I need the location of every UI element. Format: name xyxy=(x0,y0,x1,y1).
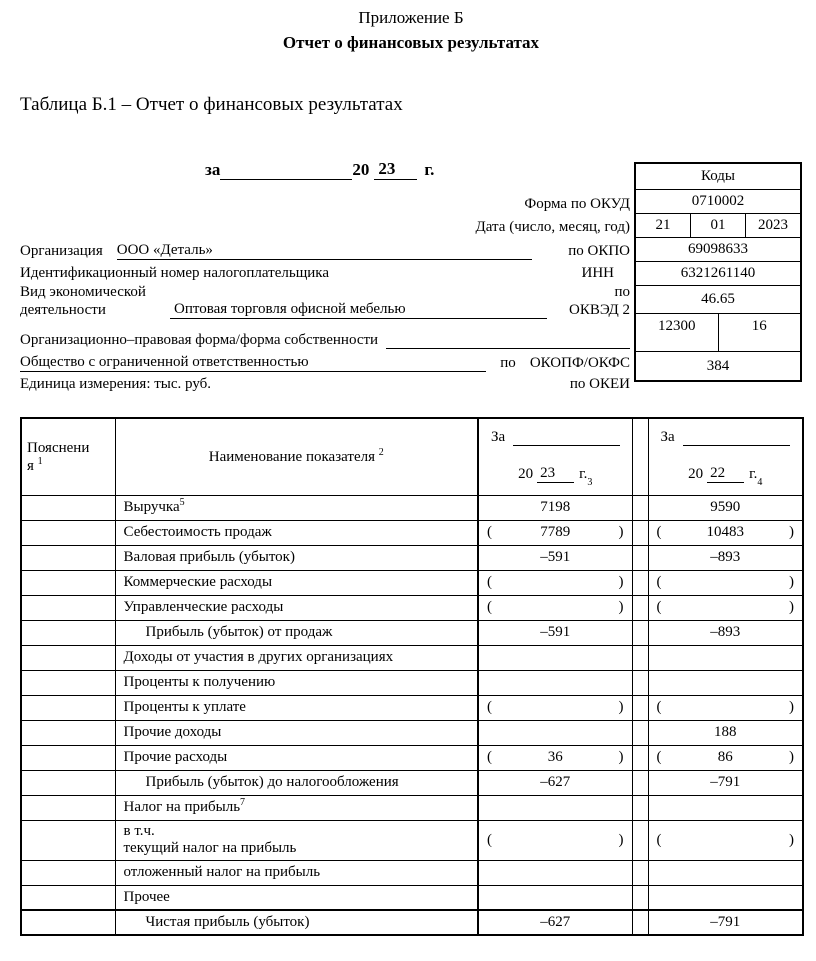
table-row xyxy=(21,910,803,935)
period-century: 20 xyxy=(352,159,370,179)
period-current-za: За xyxy=(491,428,506,445)
gap-cell xyxy=(632,571,648,596)
value-previous: 10483 xyxy=(706,524,744,541)
open-paren: ( xyxy=(487,574,492,591)
indicator-label: Валовая прибыль (убыток) xyxy=(123,549,295,566)
organization-line xyxy=(20,241,630,260)
value-previous-cell xyxy=(648,646,803,671)
po-label: по xyxy=(614,283,630,300)
indicator-name-cell xyxy=(115,860,478,885)
explanation-cell xyxy=(21,910,115,935)
open-paren: ( xyxy=(487,699,492,716)
indicator-name-cell xyxy=(115,571,478,596)
close-paren: ) xyxy=(618,524,624,541)
explanation-cell xyxy=(21,796,115,821)
indicator-label: Выручка xyxy=(123,499,180,516)
indicator-name-cell xyxy=(115,496,478,521)
value-current-cell xyxy=(478,496,632,521)
open-paren: ( xyxy=(656,599,662,616)
okved-label-block xyxy=(569,283,630,319)
gap-cell xyxy=(632,596,648,621)
explanation-cell xyxy=(21,621,115,646)
value-current-cell xyxy=(478,910,632,935)
gap-cell xyxy=(632,621,648,646)
indicator-label: Проценты к получению xyxy=(123,674,276,691)
value-previous-cell xyxy=(648,496,803,521)
gap-cell xyxy=(632,796,648,821)
indicator-label: Проценты к уплате xyxy=(123,699,246,716)
legal-form-underline xyxy=(386,348,630,349)
po-label-2: по xyxy=(500,354,516,371)
table-row xyxy=(21,596,803,621)
gap-cell xyxy=(632,646,648,671)
indicator-name-cell xyxy=(115,721,478,746)
table-row xyxy=(21,721,803,746)
report-table-body xyxy=(21,496,803,936)
value-current-cell xyxy=(478,646,632,671)
explanation-cell xyxy=(21,746,115,771)
date-year: 2023 xyxy=(758,217,788,234)
table-row xyxy=(21,821,803,861)
okfs-code: 16 xyxy=(751,317,767,334)
indicator-footnote: 7 xyxy=(240,797,246,809)
okpo-code: 69098633 xyxy=(688,241,748,258)
date-label: Дата (число, месяц, год) xyxy=(475,218,630,235)
value-previous-cell xyxy=(648,571,803,596)
indicator-label: Прочие доходы xyxy=(123,724,222,741)
gap-cell xyxy=(632,771,648,796)
indicator-name-cell xyxy=(115,771,478,796)
unit-label: Единица измерения: тыс. руб. xyxy=(20,375,212,392)
period-line xyxy=(205,159,434,180)
period-current-year: 23 xyxy=(537,464,558,483)
okei-code: 384 xyxy=(706,357,730,374)
table-row xyxy=(21,771,803,796)
activity-value: Оптовая торговля офисной мебелью xyxy=(174,300,406,317)
column-header-period-current: За 20 23 г. 3 xyxy=(478,418,632,496)
gap-cell xyxy=(632,671,648,696)
open-paren: ( xyxy=(487,749,492,766)
indicator-label: Доходы от участия в других организациях xyxy=(123,649,394,666)
okved-code-cell xyxy=(636,286,800,314)
value-previous: –791 xyxy=(710,774,741,791)
explanation-cell xyxy=(21,771,115,796)
table-row xyxy=(21,671,803,696)
value-previous-cell xyxy=(648,696,803,721)
table-caption: Таблица Б.1 – Отчет о финансовых результатах xyxy=(20,93,403,115)
value-current: –591 xyxy=(540,624,571,641)
okved-code: 46.65 xyxy=(701,291,735,308)
indicator-name-cell xyxy=(115,546,478,571)
value-current-cell xyxy=(478,721,632,746)
open-paren: ( xyxy=(656,574,662,591)
close-paren: ) xyxy=(618,599,624,616)
table-row xyxy=(21,546,803,571)
column-gap xyxy=(632,418,648,496)
legal-form-label: Организационно–правовая форма/форма собственности xyxy=(20,331,379,348)
value-current-cell xyxy=(478,596,632,621)
gap-cell xyxy=(632,860,648,885)
codes-header xyxy=(636,164,800,190)
indicator-label: Чистая прибыль (убыток) xyxy=(145,913,310,930)
period-previous-g: г. xyxy=(749,465,758,482)
value-current-cell xyxy=(478,696,632,721)
codes-box xyxy=(634,162,802,382)
organization-value: ООО «Деталь» xyxy=(116,241,213,258)
period-previous-year-underline xyxy=(728,468,744,483)
indicator-label: Коммерческие расходы xyxy=(123,574,273,591)
value-previous: –893 xyxy=(710,549,741,566)
value-previous-cell xyxy=(648,721,803,746)
value-previous: 188 xyxy=(714,724,737,741)
table-header-row xyxy=(21,418,803,496)
value-current-cell xyxy=(478,621,632,646)
indicator-label: в т.ч. xyxy=(123,823,155,840)
value-current: 7789 xyxy=(540,524,571,541)
value-current: 36 xyxy=(547,749,563,766)
close-paren: ) xyxy=(618,749,624,766)
value-current-cell xyxy=(478,885,632,910)
close-paren: ) xyxy=(618,574,624,591)
value-previous-cell xyxy=(648,771,803,796)
indicator-header-footnote: 2 xyxy=(378,446,384,458)
value-previous-cell xyxy=(648,821,803,861)
indicator-label: Себестоимость продаж xyxy=(123,524,272,541)
period-year: 23 xyxy=(374,159,399,180)
table-row xyxy=(21,885,803,910)
value-previous: 9590 xyxy=(710,499,741,516)
gap-cell xyxy=(632,721,648,746)
period-blank-underline-2 xyxy=(399,161,417,180)
explanation-cell xyxy=(21,596,115,621)
explanation-cell xyxy=(21,646,115,671)
value-current: –627 xyxy=(540,774,571,791)
value-current: 7198 xyxy=(540,499,571,516)
value-previous-cell xyxy=(648,910,803,935)
period-g: г. xyxy=(424,159,435,179)
legal-form-value: Общество с ограниченной ответственностью xyxy=(20,353,309,370)
value-previous-cell xyxy=(648,596,803,621)
indicator-name-cell xyxy=(115,821,478,861)
close-paren: ) xyxy=(618,831,624,848)
value-previous: –893 xyxy=(710,624,741,641)
period-previous-za: За xyxy=(660,428,675,445)
table-row xyxy=(21,696,803,721)
okud-label: Форма по ОКУД xyxy=(524,195,630,212)
value-current-cell xyxy=(478,796,632,821)
organization-label: Организация xyxy=(20,242,103,259)
open-paren: ( xyxy=(487,831,492,848)
period-previous-century: 20 xyxy=(688,465,704,482)
explanation-cell xyxy=(21,521,115,546)
table-row xyxy=(21,496,803,521)
close-paren: ) xyxy=(789,574,794,591)
indicator-footnote: 5 xyxy=(179,497,185,509)
indicator-label: Прочие расходы xyxy=(123,749,228,766)
indicator-name-cell xyxy=(115,646,478,671)
indicator-label: отложенный налог на прибыль xyxy=(123,863,321,880)
period-blank-underline xyxy=(220,161,352,180)
legal-form-line xyxy=(20,331,630,349)
activity-line xyxy=(20,283,630,319)
value-previous-cell xyxy=(648,885,803,910)
okei-code-cell xyxy=(636,352,800,380)
indicator-name-cell xyxy=(115,885,478,910)
open-paren: ( xyxy=(487,599,492,616)
okopf-code: 12300 xyxy=(636,314,719,351)
explanation-cell xyxy=(21,721,115,746)
codes-header-label: Коды xyxy=(700,168,736,185)
value-previous-cell xyxy=(648,671,803,696)
okud-code-cell xyxy=(636,190,800,214)
table-row xyxy=(21,746,803,771)
indicator-label: Управленческие расходы xyxy=(123,599,284,616)
indicator-name-cell xyxy=(115,621,478,646)
table-row xyxy=(21,521,803,546)
explanations-header-footnote: 1 xyxy=(37,455,43,467)
inn-code-cell xyxy=(636,262,800,286)
period-za: за xyxy=(205,159,221,179)
value-previous-cell xyxy=(648,546,803,571)
document-title: Отчет о финансовых результатах xyxy=(282,33,540,53)
indicator-name-cell xyxy=(115,671,478,696)
appendix-title: Приложение Б xyxy=(358,8,464,27)
open-paren: ( xyxy=(487,524,492,541)
financial-results-table xyxy=(20,417,804,937)
open-paren: ( xyxy=(656,699,662,716)
activity-label-line2: деятельности xyxy=(20,301,106,318)
explanation-cell xyxy=(21,885,115,910)
period-current-g: г. xyxy=(579,465,588,482)
table-row xyxy=(21,860,803,885)
table-row xyxy=(21,621,803,646)
legal-form-value-line xyxy=(20,353,630,372)
close-paren: ) xyxy=(789,524,794,541)
indicator-label: Прибыль (убыток) до налогообложения xyxy=(145,774,399,791)
value-previous-cell xyxy=(648,746,803,771)
activity-value-underline xyxy=(170,300,547,319)
period-previous-underline xyxy=(683,431,790,446)
indicator-name-cell xyxy=(115,596,478,621)
okpo-label: по ОКПО xyxy=(568,242,630,259)
value-current-cell xyxy=(478,771,632,796)
close-paren: ) xyxy=(789,749,794,766)
column-header-explanations xyxy=(21,418,115,496)
inn-label: ИНН xyxy=(581,264,614,281)
close-paren: ) xyxy=(789,831,794,848)
period-previous-year: 22 xyxy=(707,464,728,483)
date-month: 01 xyxy=(691,214,746,237)
inn-left-label: Идентификационный номер налогоплательщика xyxy=(20,264,330,281)
gap-cell xyxy=(632,746,648,771)
open-paren: ( xyxy=(656,749,662,766)
period-current-century: 20 xyxy=(518,465,534,482)
inn-line xyxy=(20,264,630,282)
legal-form-value-underline xyxy=(20,353,486,372)
explanation-cell xyxy=(21,821,115,861)
indicator-label: Прибыль (убыток) от продаж xyxy=(145,624,333,641)
open-paren: ( xyxy=(656,831,662,848)
explanation-cell xyxy=(21,571,115,596)
table-row xyxy=(21,796,803,821)
close-paren: ) xyxy=(789,599,794,616)
gap-cell xyxy=(632,885,648,910)
value-current: –627 xyxy=(540,913,571,930)
gap-cell xyxy=(632,910,648,935)
value-current-cell xyxy=(478,821,632,861)
indicator-label-line2: текущий налог на прибыль xyxy=(123,840,297,857)
value-current-cell xyxy=(478,571,632,596)
value-previous: 86 xyxy=(717,749,733,766)
date-day: 21 xyxy=(636,214,691,237)
value-current-cell xyxy=(478,546,632,571)
gap-cell xyxy=(632,521,648,546)
indicator-name-cell xyxy=(115,521,478,546)
column-header-period-previous: За 20 22 г. 4 xyxy=(648,418,803,496)
value-current-cell xyxy=(478,521,632,546)
value-previous-cell xyxy=(648,796,803,821)
table-row xyxy=(21,646,803,671)
explanation-cell xyxy=(21,671,115,696)
okopf-okfs-code-cell xyxy=(636,314,800,352)
period-current-underline xyxy=(513,431,619,446)
indicator-label: Прочее xyxy=(123,888,170,905)
indicator-name-cell xyxy=(115,746,478,771)
explanation-cell xyxy=(21,860,115,885)
close-paren: ) xyxy=(618,699,624,716)
value-previous-cell xyxy=(648,521,803,546)
okpo-code-cell xyxy=(636,238,800,262)
indicator-label: Налог на прибыль xyxy=(123,799,241,816)
explanation-cell xyxy=(21,496,115,521)
explanation-cell xyxy=(21,546,115,571)
open-paren: ( xyxy=(656,524,662,541)
explanation-cell xyxy=(21,696,115,721)
value-current-cell xyxy=(478,746,632,771)
value-current-cell xyxy=(478,671,632,696)
indicator-name-cell xyxy=(115,696,478,721)
gap-cell xyxy=(632,546,648,571)
indicator-name-cell xyxy=(115,910,478,935)
okud-code: 0710002 xyxy=(691,193,745,210)
value-previous-cell xyxy=(648,860,803,885)
gap-cell xyxy=(632,696,648,721)
activity-label-line1: Вид экономической xyxy=(20,283,146,300)
gap-cell xyxy=(632,821,648,861)
organization-value-underline xyxy=(117,241,532,260)
okopf-okfs-label: ОКОПФ/ОКФС xyxy=(529,354,630,371)
value-current: –591 xyxy=(540,549,571,566)
indicator-header-label: Наименование показателя xyxy=(208,448,375,465)
okei-label: по ОКЕИ xyxy=(569,375,630,392)
value-current-cell xyxy=(478,860,632,885)
explanations-header-label: Пояснения xyxy=(27,439,90,474)
unit-line xyxy=(20,375,630,393)
inn-code: 6321261140 xyxy=(680,265,756,282)
gap-cell xyxy=(632,496,648,521)
column-header-indicator xyxy=(115,418,478,496)
indicator-name-cell xyxy=(115,796,478,821)
value-previous: –791 xyxy=(710,913,741,930)
close-paren: ) xyxy=(789,699,794,716)
activity-label xyxy=(20,283,170,319)
table-row xyxy=(21,571,803,596)
date-code-cell xyxy=(636,214,800,238)
value-previous-cell xyxy=(648,621,803,646)
okved-label: ОКВЭД 2 xyxy=(569,301,630,318)
form-header xyxy=(20,159,802,395)
period-current-year-underline xyxy=(558,468,574,483)
